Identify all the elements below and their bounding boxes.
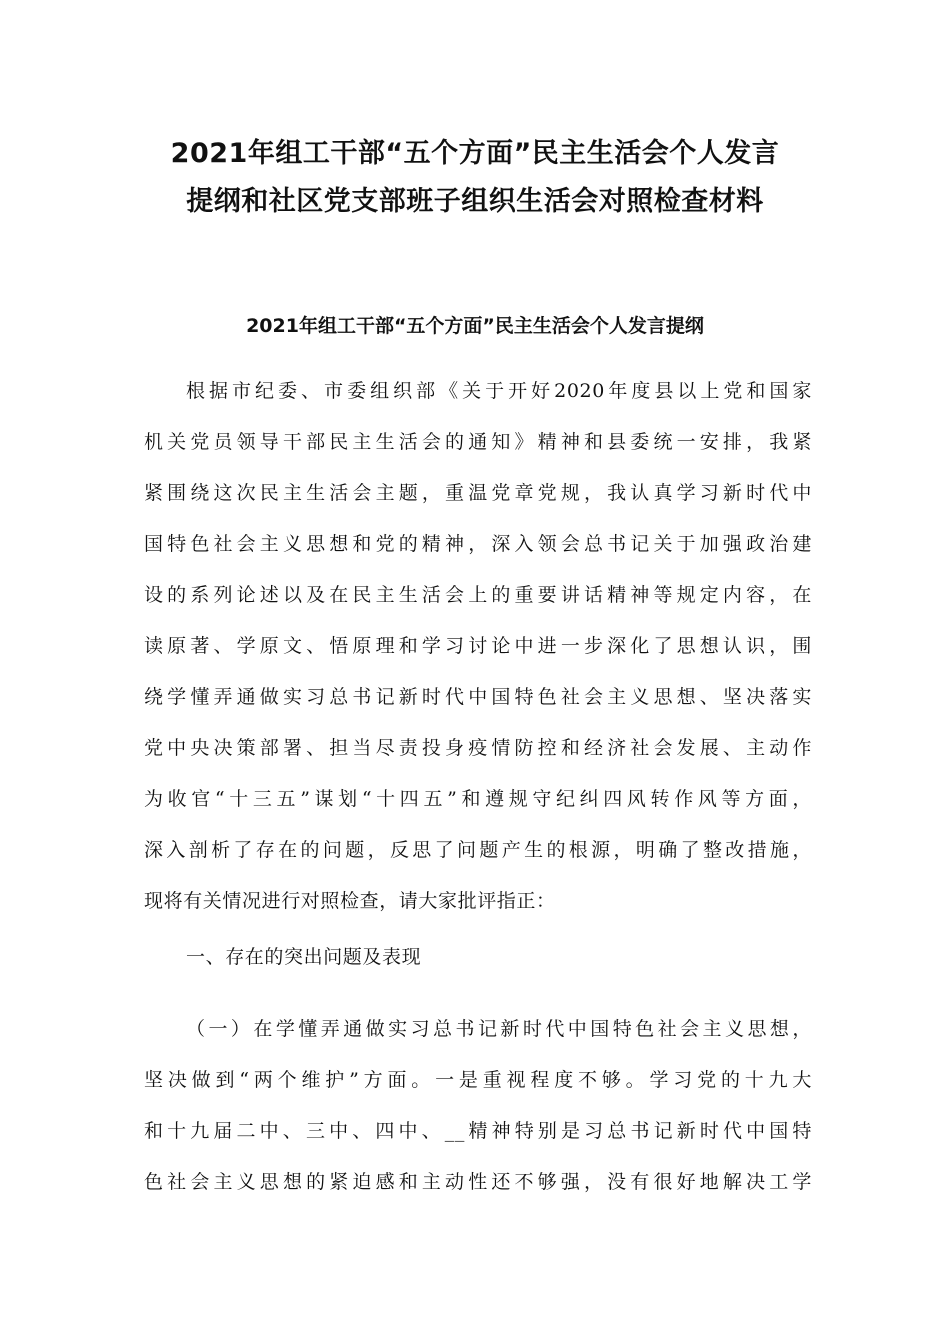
title-line-2: 提纲和社区党支部班子组织生活会对照检查材料 bbox=[186, 186, 764, 217]
section-heading bbox=[144, 932, 812, 983]
paragraph-line: 坚决做到“两个维护”方面。一是重视程度不够。学习党的十九大 bbox=[144, 1069, 812, 1091]
paragraph-line: （一）在学懂弄通做实习总书记新时代中国特色社会主义思想， bbox=[186, 1018, 812, 1040]
section-subtitle: 2021年组工干部“五个方面”民主生活会个人发言提纲 bbox=[246, 315, 704, 337]
intro-paragraph bbox=[144, 366, 812, 927]
document-title bbox=[100, 130, 850, 226]
paragraph-line: 深入剖析了存在的问题，反思了问题产生的根源，明确了整改措施， bbox=[144, 839, 812, 861]
paragraph-line: 为收官“十三五”谋划“十四五”和遵规守纪纠四风转作风等方面， bbox=[144, 788, 812, 810]
paragraph-line: 国特色社会主义思想和党的精神，深入领会总书记关于加强政治建 bbox=[144, 533, 812, 555]
paragraph-line: 紧围绕这次民主生活会主题，重温党章党规，我认真学习新时代中 bbox=[144, 482, 812, 504]
title-line-1: 2021年组工干部“五个方面”民主生活会个人发言 bbox=[170, 138, 780, 169]
paragraph-line: 绕学懂弄通做实习总书记新时代中国特色社会主义思想、坚决落实 bbox=[144, 686, 812, 708]
paragraph-line: 党中央决策部署、担当尽责投身疫情防控和经济社会发展、主动作 bbox=[144, 737, 812, 759]
paragraph-line: 机关党员领导干部民主生活会的通知》精神和县委统一安排，我紧 bbox=[144, 431, 812, 453]
heading-line: 一、存在的突出问题及表现 bbox=[186, 946, 422, 968]
problem-paragraph bbox=[144, 1004, 812, 1208]
paragraph-line: 色社会主义思想的紧迫感和主动性还不够强，没有很好地解决工学 bbox=[144, 1171, 812, 1193]
paragraph-line: 读原著、学原文、悟原理和学习讨论中进一步深化了思想认识，围 bbox=[144, 635, 812, 657]
paragraph-line: 根据市纪委、市委组织部《关于开好2020年度县以上党和国家 bbox=[186, 380, 812, 402]
paragraph-line: 设的系列论述以及在民主生活会上的重要讲话精神等规定内容，在 bbox=[144, 584, 812, 606]
paragraph-line: 和十九届二中、三中、四中、__精神特别是习总书记新时代中国特 bbox=[144, 1120, 812, 1142]
paragraph-line: 现将有关情况进行对照检查，请大家批评指正： bbox=[144, 890, 556, 912]
